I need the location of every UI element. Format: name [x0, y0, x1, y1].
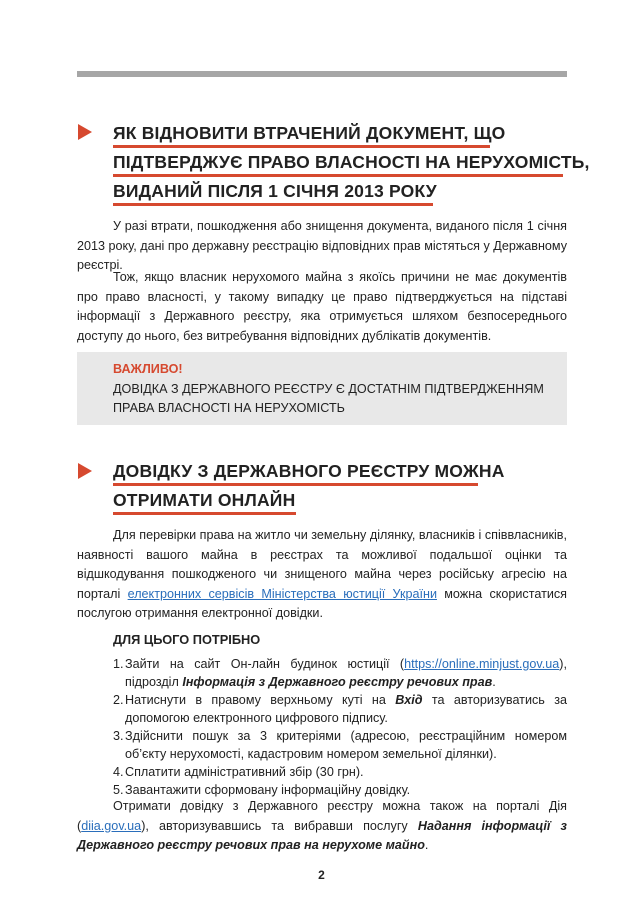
heading-underline [113, 203, 433, 206]
arrow-right-icon [78, 124, 92, 140]
list-item: 5. Завантажити сформовану інформаційну довідку. [113, 783, 411, 797]
list-item: 2. Натиснути в правому верхньому куті на Вхід та авторизуватись за допомогою електронного цифрового підпису. [113, 693, 567, 725]
list-item: 3. Здійснити пошук за 3 критеріями (адресою, реєстраційним номером об’єкту нерухомості, кадастровим номером земельної ділянки). [113, 729, 567, 761]
diia-link[interactable]: diia.gov.ua [81, 818, 142, 833]
top-divider [77, 71, 567, 77]
steps-title: ДЛЯ ЦЬОГО ПОТРІБНО [113, 632, 261, 647]
heading-underline [113, 483, 478, 486]
section1-heading-line2: ПІДТВЕРДЖУЄ ПРАВО ВЛАСНОСТІ НА НЕРУХОМІСТЬ, [113, 152, 590, 172]
minjust-site-link[interactable]: https://online.minjust.gov.ua [404, 657, 560, 671]
section2-heading-line1: ДОВІДКУ З ДЕРЖАВНОГО РЕЄСТРУ МОЖНА [113, 461, 505, 481]
final-paragraph: Отримати довідку з Державного реєстру можна також на порталі Дія (diia.gov.ua), авторизувавшись та вибравши послугу Надання інформації з Державного реєстру речових прав на нерухоме майно. [77, 799, 567, 852]
section1-paragraph-2: Тож, якщо власник нерухомого майна з якоїсь причини не має документів про право власності, у такому випадку це право підтверджується на підставі інформації з Державного реєстру, яка отримується шляхом безпосереднього доступу до нього, без витребування відповідних дублікатів документів. [77, 270, 567, 343]
heading-underline [113, 512, 296, 515]
steps-list [77, 655, 567, 799]
section2-paragraph: Для перевірки права на житло чи земельну ділянку, власників і співвласників, наявності вашого майна в реєстрах та можливої подальшої оцінки та відшкодування пошкодженого чи знищеного майна через російську агресію на порталі електронних сервісів Міністерства юстиції України можна скористатися послугою отримання електронної довідки. [77, 528, 568, 620]
heading-underline [113, 174, 563, 177]
page-number: 2 [318, 868, 325, 882]
section1-paragraph-1: У разі втрати, пошкодження або знищення документа, виданого після 1 січня 2013 року, дані про державну реєстрацію відповідних прав містяться у Державному реєстрі. [77, 219, 567, 272]
list-item: 1. Зайти на сайт Он-лайн будинок юстиції (https://online.minjust.gov.ua), підрозділ Інформація з Державного реєстру речових прав. [113, 657, 567, 689]
heading-underline [113, 145, 490, 148]
arrow-right-icon [78, 463, 92, 479]
important-text: ДОВІДКА З ДЕРЖАВНОГО РЕЄСТРУ Є ДОСТАТНІМ ПІДТВЕРДЖЕННЯМ ПРАВА ВЛАСНОСТІ НА НЕРУХОМІСТЬ [113, 382, 544, 415]
section1-heading-line3: ВИДАНИЙ ПІСЛЯ 1 СІЧНЯ 2013 РОКУ [113, 181, 437, 201]
section1-heading-line1: ЯК ВІДНОВИТИ ВТРАЧЕНИЙ ДОКУМЕНТ, ЩО [113, 123, 506, 143]
list-item: 4. Сплатити адміністративний збір (30 грн). [113, 765, 364, 779]
important-title: ВАЖЛИВО! [113, 362, 183, 376]
minjust-services-link[interactable]: електронних сервісів Міністерства юстиції України [127, 586, 437, 601]
section2-heading-line2: ОТРИМАТИ ОНЛАЙН [113, 490, 296, 510]
